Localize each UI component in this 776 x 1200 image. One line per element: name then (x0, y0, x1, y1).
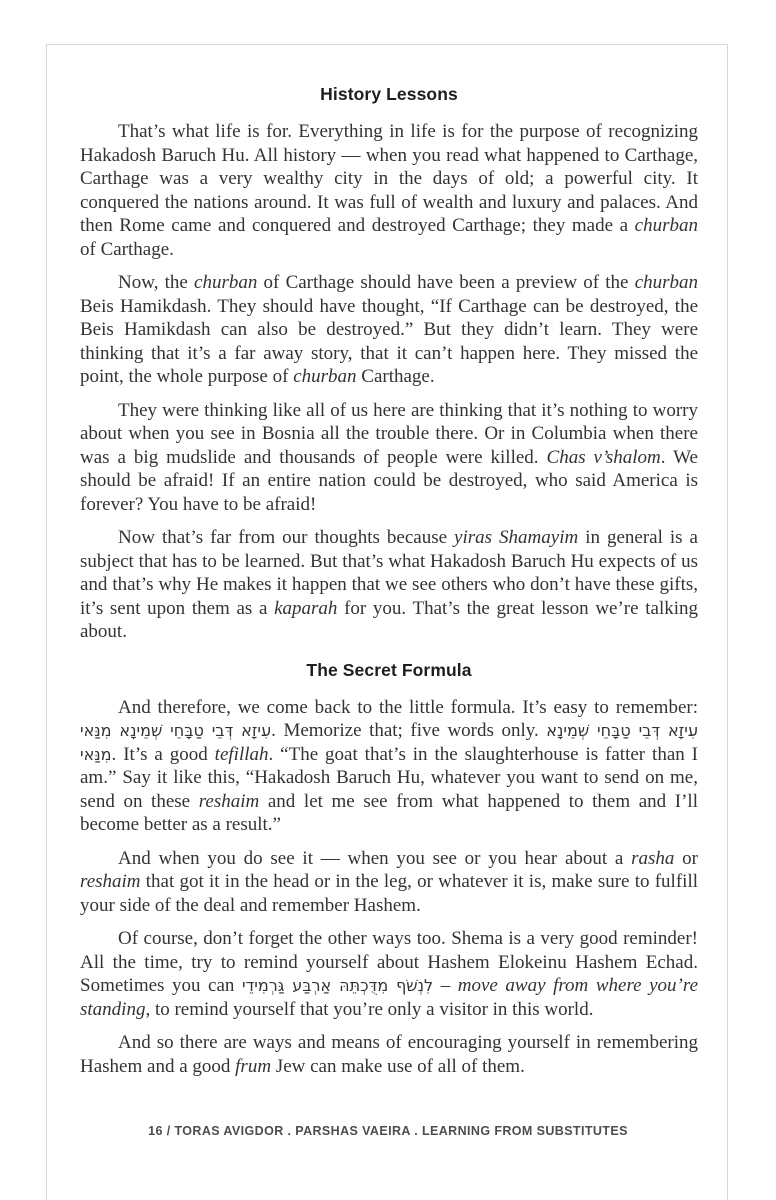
italic-term: yiras Shamayim (454, 527, 579, 548)
text-run: Now that’s far from our thoughts because (118, 527, 455, 548)
paragraph (80, 526, 698, 644)
text-run: Beis Hamikdash. They should have thought, “If Carthage can be destroyed, the Beis Hamikdash can also be destroyed.” But they didn’t learn. They were thinking that it’s a far away story, that it can’t happen here. They missed the point, the whole purpose of (80, 295, 698, 387)
page-footer (0, 1124, 776, 1138)
italic-term: churban (293, 366, 357, 387)
footer-text: 16 / TORAS AVIGDOR . PARSHAS VAEIRA . LEARNING FROM SUBSTITUTES (148, 1124, 628, 1138)
text-run: Carthage. (356, 366, 435, 387)
italic-term: kaparah (274, 597, 338, 619)
italic-term: Chas v’shalom (546, 446, 661, 468)
text-run: , to remind yourself that you’re only a visitor in this world. (145, 998, 594, 1020)
italic-term: churban (634, 215, 698, 236)
italic-term: frum (235, 1055, 272, 1077)
text-run: They were thinking like all of us here are thinking that it’s nothing to worry about when you see in Bosnia all the trouble there. Or in Columbia when there was a big mudslide and thousands of people were killed. (80, 399, 698, 468)
text-run: in general is a subject that has to be learned. But that’s what Hakadosh Baruch Hu expects of us and that’s why He makes it happen that we see others who don’t have these gifts, it’s sent upon them as a (80, 527, 698, 619)
text-run: Jew can make use of all of them. (271, 1055, 525, 1077)
hebrew-phrase: עִיזָא דְּבֵי טַבָּחֵי שְׁמֵינָא מִנַּאי (80, 721, 272, 740)
italic-term: rasha (631, 847, 675, 869)
text-run: for you. That’s the great lesson we’re talking about. (80, 597, 698, 642)
paragraph (80, 399, 698, 517)
paragraph (80, 120, 698, 261)
text-run: and let me see from what happened to them and I’ll become better as a result.” (80, 790, 698, 835)
italic-term: tefillah (214, 743, 269, 765)
text-run: of Carthage. (80, 238, 174, 260)
text-run: And therefore, we come back to the little formula. It’s easy to remember: (118, 696, 698, 718)
paragraph (80, 271, 698, 389)
text-run: that got it in the head or in the leg, or whatever it is, make sure to fulfill your side of the deal and remember Hashem. (80, 871, 698, 916)
paragraph (80, 1031, 698, 1078)
paragraph (80, 927, 698, 1021)
text-run: And when you do see it — when you see or you hear about a (118, 847, 632, 869)
text-run: . We should be afraid! If an entire nation could be destroyed, who said America is forever? You have to be afraid! (80, 446, 698, 515)
text-run: That’s what life is for. Everything in life is for the purpose of recognizing Hakadosh Baruch Hu. All history — when you read what happened to Carthage, Carthage was a very wealthy city in the days of old; a powerful city. It conquered the nations around. It was full of wealth and luxury and palaces. And then Rome came and conquered and destroyed Carthage; they made a (80, 121, 698, 236)
text-run: . It’s a good (111, 743, 215, 765)
italic-term: reshaim (198, 790, 260, 812)
italic-term: churban (194, 272, 258, 293)
paragraph (80, 847, 698, 918)
paragraph (80, 696, 698, 837)
text-run: – (433, 975, 458, 996)
page-body (80, 82, 698, 1088)
text-run: Now, the (118, 272, 195, 293)
text-run: . “The goat that’s in the slaughterhouse is fatter than I am.” Say it like this, “Hakadosh Baruch Hu, whatever you want to send on me, send on these (80, 743, 698, 812)
hebrew-phrase: עִיזָא דְּבֵי טַבָּחֵי שְׁמֵינָא מִנַּאי (80, 721, 699, 764)
text-run: of Carthage should have been a preview of the (257, 272, 635, 293)
text-run: or (674, 847, 699, 869)
section-heading: The Secret Formula (306, 659, 472, 680)
italic-term: reshaim (80, 871, 141, 892)
italic-term: move away from where you’re standing (80, 975, 699, 1020)
section-heading: History Lessons (320, 84, 458, 104)
text-run: . Memorize that; five words only. (271, 720, 547, 741)
text-run: And so there are ways and means of encouraging yourself in remembering Hashem and a good (80, 1032, 698, 1077)
text-run: Of course, don’t forget the other ways too. Shema is a very good reminder! All the time, try to remind yourself about Hashem Elokeinu Hashem Echad. Sometimes you can (80, 928, 698, 996)
hebrew-phrase: לִנְשֹׁף מִדֻּכְתֵּהּ אַרְבַּע גַּרְמִידֵי (241, 976, 434, 995)
italic-term: churban (634, 272, 699, 293)
